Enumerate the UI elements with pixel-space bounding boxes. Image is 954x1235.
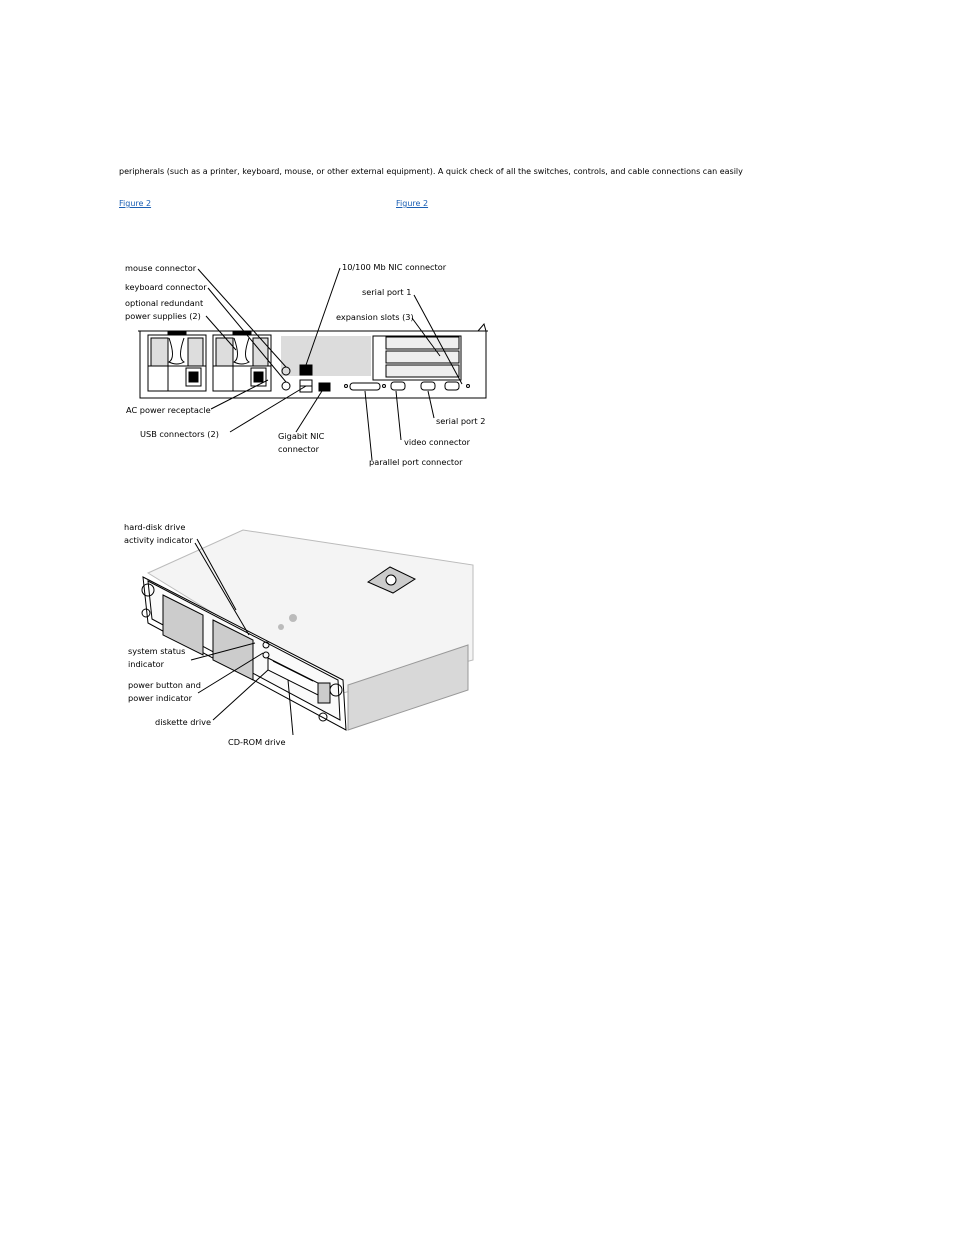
keyboard-connector-label: keyboard connector — [125, 282, 207, 292]
diskette-drive-label: diskette drive — [155, 717, 212, 727]
psu-label-line2: power supplies (2) — [125, 311, 201, 321]
system-status-label-line2: indicator — [128, 659, 165, 669]
serial-port-1-label: serial port 1 — [362, 287, 412, 297]
gigabit-nic-label-line2: connector — [278, 444, 320, 454]
power-button-label-line1: power button and — [128, 680, 201, 690]
front-panel-figure — [118, 515, 478, 750]
hdd-indicator-label-line2: activity indicator — [124, 535, 193, 545]
mouse-connector-label: mouse connector — [125, 263, 197, 273]
nic-100-label: 10/100 Mb NIC connector — [342, 262, 447, 272]
system-status-label-line1: system status — [128, 646, 186, 656]
figure-2-link-2[interactable]: Figure 2 — [396, 199, 429, 208]
power-button-label-line2: power indicator — [128, 693, 192, 703]
hdd-indicator-label-line1: hard-disk drive — [124, 522, 186, 532]
usb-connectors-label: USB connectors (2) — [140, 429, 219, 439]
intro-paragraph: peripherals (such as a printer, keyboard, mouse, or other external equipment). A quick check of all the switches, controls, and cable connections can easily — [119, 167, 743, 176]
psu-label-line1: optional redundant — [125, 298, 204, 308]
gigabit-nic-label-line1: Gigabit NIC — [278, 431, 325, 441]
serial-port-2-label: serial port 2 — [436, 416, 486, 426]
cdrom-drive-label: CD-ROM drive — [228, 737, 286, 747]
expansion-slots-label: expansion slots (3) — [336, 312, 414, 322]
figure-2-link-1[interactable]: Figure 2 — [119, 199, 152, 208]
parallel-port-label: parallel port connector — [369, 457, 463, 467]
back-panel-figure — [118, 258, 498, 473]
video-connector-label: video connector — [404, 437, 470, 447]
ac-power-label: AC power receptacle — [126, 405, 211, 415]
